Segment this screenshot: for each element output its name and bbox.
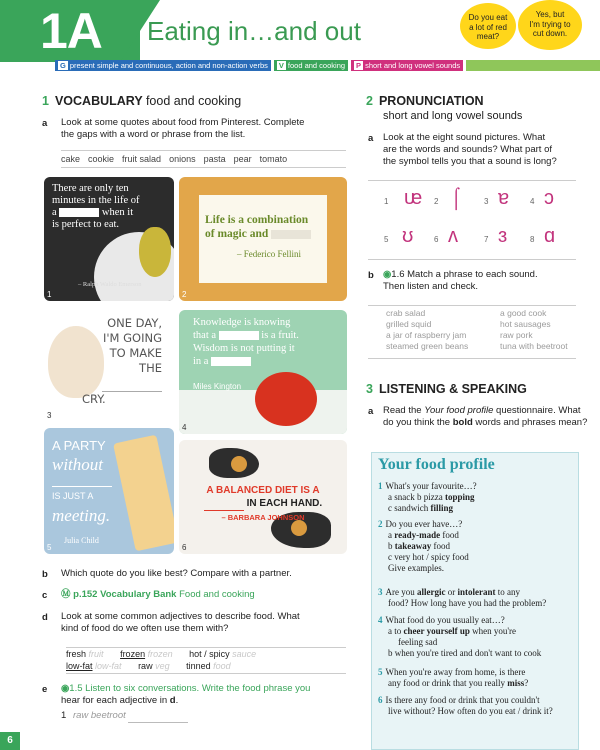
question-text: Are you (385, 587, 415, 597)
question-text: What's your favourite…? (385, 481, 477, 491)
exercise-1e-text (61, 683, 353, 707)
quote-line: A PARTY (52, 438, 106, 453)
quote-author: – BARBARA JOHNSON (221, 513, 305, 522)
tag-letter: P (356, 61, 362, 70)
bold-term: filling (430, 503, 454, 513)
quote-line: TO MAKE (109, 346, 162, 360)
question-number: 3 (378, 587, 383, 597)
vocab-bank-topic: Food and cooking (179, 589, 255, 600)
quote-tile-6 (179, 440, 347, 554)
quote-line: is perfect to eat. (52, 219, 120, 230)
quote-author: – Federico Fellini (237, 249, 301, 259)
text-line (378, 667, 576, 678)
adjective-answer: low-fat (95, 660, 122, 671)
option-text: a to (388, 626, 402, 636)
audio-icon[interactable]: ◉ (383, 269, 392, 280)
exercise-1a-text (61, 117, 351, 141)
bubble-line: meat? (476, 32, 500, 41)
example-answer (61, 710, 188, 723)
quote-word: of magic and (205, 228, 269, 240)
text-line: any food or drink that you really miss? (388, 678, 529, 688)
sound-number: 1 (384, 197, 389, 206)
example-number: 1 (61, 710, 67, 721)
gap-blank (211, 357, 251, 366)
phrase-list (368, 305, 576, 359)
exercise-letter: e (42, 684, 48, 695)
profile-question-3 (378, 587, 576, 609)
profile-question-6 (378, 695, 576, 717)
quote-line (82, 361, 162, 376)
adjective-answer: sauce (232, 649, 257, 659)
gap-blank (59, 208, 99, 217)
quote-line: minutes in the life of (52, 195, 140, 206)
adjective-item (66, 649, 104, 659)
option-letter: a (388, 530, 392, 540)
phrase-item: a good cook (500, 308, 547, 318)
question-text: Do you ever have…? (385, 519, 463, 529)
pear-image (139, 227, 171, 277)
option-letter: b (388, 541, 393, 551)
adjective-word: fresh (66, 649, 87, 659)
tag-bar-filler (466, 60, 600, 71)
bold-term: miss (507, 678, 525, 688)
quote-word: in a (193, 356, 209, 367)
quote-tile-4 (179, 310, 347, 434)
section-title: PRONUNCIATION (378, 94, 484, 108)
quote-line: IS JUST A (52, 491, 94, 501)
quote-tile-2 (179, 177, 347, 301)
gap-blank (219, 331, 259, 340)
exercise-letter: b (42, 569, 48, 580)
tag-text: short and long vowel sounds (365, 61, 461, 70)
word-list (61, 150, 346, 168)
quote-word: IN EACH HAND. (246, 498, 323, 509)
section-listening-heading (366, 382, 527, 396)
fish-icon: ᵫ (404, 187, 423, 209)
text-line: live without? How often do you eat / drink it? (388, 706, 553, 716)
quote-line: CRY. (82, 392, 106, 406)
text-line (378, 519, 576, 530)
quote-line (52, 207, 139, 219)
section-number: 1 (42, 94, 49, 108)
exercise-1c-text[interactable] (61, 589, 255, 601)
text-line: b when you're tired and don't want to cook (388, 648, 542, 658)
quote-line: A BALANCED DIET IS A (206, 485, 320, 496)
text-line (378, 503, 576, 514)
bold-term: allergic (417, 587, 446, 597)
phrase-item: tuna with beetroot (500, 341, 568, 351)
adjective-word: hot / spicy (189, 649, 230, 659)
section-title: VOCABULARY (54, 94, 143, 108)
quote-2-text (205, 213, 311, 241)
question-number: 6 (378, 695, 383, 705)
text-span: 1.6 Match a phrase to each sound. (391, 269, 538, 280)
adjective-item (120, 649, 173, 659)
exercise-letter: a (42, 118, 48, 129)
quote-line (181, 497, 345, 511)
option-text: a snack b pizza (388, 492, 443, 502)
unit-code: 1A (40, 3, 102, 59)
profile-question-1 (378, 481, 576, 514)
bold-term: ready-made (394, 530, 441, 540)
text-line (378, 541, 576, 552)
tile-number: 6 (182, 543, 187, 552)
text-line: food? How long have you had the problem? (388, 598, 547, 608)
speech-bubble-question (460, 3, 516, 49)
gap-blank (102, 376, 162, 392)
tag-text: food and cooking (287, 61, 346, 70)
speech-bubble-answer (518, 0, 582, 50)
exercise-3a-text (383, 405, 588, 429)
quote-author: – Ralph Waldo Emerson (78, 281, 142, 288)
quote-word: when it (101, 207, 134, 218)
adjective-word: low-fat (66, 660, 93, 671)
phrase-column-left (386, 308, 468, 352)
quote-author: Julia Child (64, 536, 99, 545)
vocab-bank-icon: Ⓜ (61, 589, 71, 600)
word-item: onions (169, 154, 196, 164)
exercise-letter: d (42, 612, 48, 623)
quote-word: a (52, 207, 57, 218)
sound-number: 6 (434, 235, 439, 244)
gap-blank (271, 230, 311, 239)
quote-line: Wisdom is not putting it (193, 343, 295, 354)
cookie-image (231, 456, 247, 472)
quote-tile-3 (44, 310, 174, 422)
page-title: Eating in…and out (147, 16, 361, 46)
tile-number: 3 (47, 411, 52, 420)
text-line (378, 626, 576, 637)
exercise-letter: a (368, 133, 374, 144)
quote-6-text (181, 484, 345, 524)
bubble-line: Yes, but (535, 10, 565, 19)
exercise-1b-text: Which quote do you like best? Compare with a partner. (61, 568, 292, 579)
text-line (378, 481, 576, 492)
food-profile-questionnaire (371, 452, 579, 750)
tag-text: present simple and continuous, action and non-action verbs (69, 61, 268, 70)
question-text: When you're away from home, is there (385, 667, 526, 677)
section-subtitle: short and long vowel sounds (383, 110, 523, 122)
bold-letter: d (169, 695, 176, 706)
tag-letter: G (60, 61, 66, 70)
text-italic: Your food profile (424, 405, 494, 416)
tag-grammar (55, 60, 271, 71)
word-item: pear (233, 154, 252, 164)
sound-number: 4 (530, 197, 535, 206)
sound-number: 5 (384, 235, 389, 244)
horse-icon: ɔ (544, 187, 554, 209)
sound-number: 3 (484, 197, 489, 206)
quote-line (193, 329, 299, 342)
adjective-answer: food (213, 660, 231, 671)
question-text: or (447, 587, 456, 597)
text-line: Look at some common adjectives to describe food. What (61, 611, 300, 622)
bold-term: topping (444, 492, 475, 502)
answer-line (128, 710, 188, 723)
option-text: when you're (472, 626, 516, 636)
exercise-2b-text (383, 269, 583, 293)
profile-question-2 (378, 519, 576, 574)
tile-number: 4 (182, 423, 187, 432)
question-number: 2 (378, 519, 383, 529)
clock-icon: ɐ (498, 187, 510, 209)
audio-instruction: 1.5 Listen to six conversations. Write the food phrase you (69, 683, 311, 694)
text-line: c very hot / spicy food (388, 552, 469, 562)
adjective-answer: fruit (88, 649, 104, 659)
text-line: Then listen and check. (383, 281, 479, 292)
text-line: feeling sad (398, 637, 438, 647)
question-text: any food or drink that you really (388, 678, 505, 688)
cake-image (113, 435, 174, 552)
quote-word: THE (139, 361, 162, 375)
bull-icon: ʌ (448, 225, 458, 247)
adjective-answer: veg (155, 660, 170, 671)
adjective-answer: frozen (147, 649, 173, 659)
word-item: cake (61, 154, 81, 164)
sound-pictures (368, 180, 576, 260)
tag-pronunciation (351, 60, 463, 71)
quote-line: meeting. (52, 506, 111, 525)
quote-tile-1 (44, 177, 174, 301)
sound-number: 2 (434, 197, 439, 206)
question-number: 1 (378, 481, 383, 491)
phrase-item: raw pork (500, 330, 533, 340)
question-text: to any (497, 587, 520, 597)
text-span: hear for each adjective in (61, 695, 168, 706)
text-line (378, 587, 576, 598)
text-line: are the words and sounds? What part of (383, 144, 552, 155)
section-number: 3 (366, 382, 373, 396)
adjective-item (138, 661, 170, 671)
option-text: food (433, 541, 450, 551)
phrase-item: crab salad (386, 308, 426, 318)
tag-vocabulary (274, 60, 348, 71)
adjective-word: tinned (186, 660, 211, 671)
tag-letter: V (278, 61, 284, 70)
adjective-item (189, 649, 256, 659)
text-line: the symbol tells you that a sound is long? (383, 156, 557, 167)
adjective-list (66, 647, 346, 674)
option-text: food (442, 530, 459, 540)
bubble-line: cut down. (532, 29, 568, 38)
text-line (383, 269, 583, 281)
word-item: tomato (259, 154, 288, 164)
bubble-line: Do you eat (468, 13, 508, 22)
example-text: raw beetroot (72, 710, 126, 721)
text-line: Give examples. (388, 563, 444, 573)
tile-number: 5 (47, 543, 52, 552)
boot-icon: ʊ (402, 225, 414, 247)
car-icon: ɑ (544, 225, 556, 247)
phrase-item: grilled squid (386, 319, 432, 329)
computer-icon: ɜ (498, 225, 508, 247)
text-line (378, 615, 576, 626)
phrase-item: hot sausages (500, 319, 551, 329)
gap-blank (204, 497, 244, 511)
word-item: fruit salad (122, 154, 162, 164)
adjective-row (66, 661, 346, 673)
exercise-letter: b (368, 270, 374, 281)
gap-blank (52, 474, 112, 487)
word-item: pasta (203, 154, 226, 164)
tomato-image (255, 372, 317, 426)
audio-icon[interactable]: ◉ (61, 683, 70, 694)
profile-question-5 (378, 667, 576, 689)
sound-number: 7 (484, 235, 489, 244)
adjective-row (66, 649, 346, 661)
bold-term: takeaway (394, 541, 432, 551)
bold-term: intolerant (457, 587, 496, 597)
quote-line: Knowledge is knowing (193, 317, 291, 328)
adjective-item (66, 661, 122, 671)
adjective-word: raw (138, 660, 153, 671)
topic-tags (55, 60, 600, 71)
quote-author: Miles Kington (193, 382, 242, 391)
adjective-item (186, 661, 231, 671)
quote-line: without (52, 455, 104, 474)
tree-icon: ⌠ (450, 187, 463, 209)
profile-title: Your food profile (378, 456, 495, 473)
text-line (61, 683, 353, 695)
section-pronunciation-heading (366, 94, 484, 108)
quote-word: that a (193, 330, 217, 341)
quote-line (193, 355, 299, 368)
quote-tile-5 (44, 428, 174, 554)
text-line (378, 530, 576, 541)
text-line: Look at the eight sound pictures. What (383, 132, 546, 143)
section-subtitle: food and cooking (145, 94, 242, 108)
phrase-column-right (500, 308, 568, 352)
question-number: 4 (378, 615, 383, 625)
question-text: Is there any food or drink that you couldn't (385, 695, 540, 705)
text-line: the gaps with a word or phrase from the list. (61, 129, 246, 140)
quote-line: Life is a combination (205, 214, 309, 226)
section-number: 2 (366, 94, 373, 108)
phrase-item: steamed green beans (386, 341, 469, 351)
vocab-bank-link[interactable]: p.152 Vocabulary Bank (73, 589, 177, 600)
sound-number: 8 (530, 235, 535, 244)
exercise-2a-text (383, 132, 583, 168)
bubble-line: a lot of red (469, 22, 507, 32)
text-line: kind of food do we often use them with? (61, 623, 229, 634)
quote-line: There are only ten (52, 183, 129, 194)
text-span: words and phrases mean? (475, 417, 588, 428)
option-text: c sandwich (388, 503, 429, 513)
question-number: 5 (378, 667, 383, 677)
phrase-item: a jar of raspberry jam (386, 330, 467, 340)
tile-number: 2 (182, 290, 187, 299)
bubble-line: I'm trying to (529, 19, 571, 29)
quote-5-text (52, 436, 112, 525)
section-vocabulary-heading (42, 94, 241, 108)
quote-line: ONE DAY, (107, 316, 162, 330)
section-title: LISTENING & SPEAKING (378, 382, 527, 396)
quote-3-text (82, 316, 162, 407)
exercise-1d-text (61, 611, 351, 635)
tile-number: 1 (47, 290, 52, 299)
word-item: cookie (88, 154, 115, 164)
quote-line: I'M GOING (103, 331, 162, 345)
text-line: hear for each adjective in d. (61, 695, 179, 706)
text-line (378, 492, 576, 503)
quote-1-text (52, 183, 139, 231)
text-bold: bold (452, 417, 473, 428)
text-line: Look at some quotes about food from Pinterest. Complete (61, 117, 305, 128)
quote-line (205, 227, 311, 241)
text-span: Read the (383, 405, 422, 416)
bold-term: cheer yourself up (403, 626, 470, 636)
exercise-letter: c (42, 590, 48, 601)
text-span: questionnaire. What do you think the (383, 405, 581, 428)
text-line (378, 695, 576, 706)
page-number: 6 (0, 732, 20, 750)
exercise-letter: a (368, 406, 374, 417)
profile-question-4 (378, 615, 576, 659)
adjective-word: frozen (120, 649, 146, 659)
quote-4-text (193, 316, 299, 368)
question-text: What food do you usually eat…? (385, 615, 505, 625)
quote-word: is a fruit. (261, 330, 299, 341)
